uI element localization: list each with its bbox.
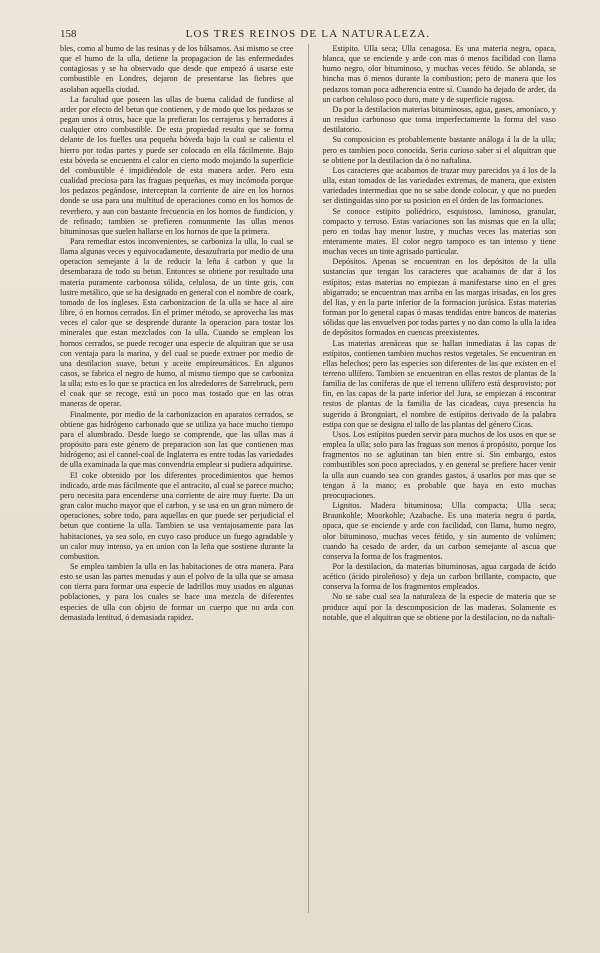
running-title: LOS TRES REINOS DE LA NATURALEZA. [185, 28, 431, 40]
column-divider [308, 44, 309, 913]
paragraph: Estipito. Ulla seca; Ulla cenagosa. Es una materia negra, opaca, blanca, que se enciende y arde con mas ó menos facilidad con llama humo negro, olor bituminoso, y muchas veces fétido. Se ablanda, se hincha mas ó menos durante la combustion; pero de manera que los pedazos toman poca adherencia entre sí. Cuando ha dejado de arder, da un carbon celuloso poco duro, mate y de superficie rugosa. [322, 44, 556, 104]
paragraph: El coke obtenido por los diferentes procedimientos que hemos indicado, arde mas fácilmente que el antracito, al cual se parece mucho; pero necesita para encenderse una corriente de aire muy fuerte. Da un gran calor mucho mayor que el carbon, y se usa en un gran número de operaciones, sobre todo, para aquellas en que puede ser perjudicial el betun que contiene la ulla. Tambien se usa ventajosamente para las habitaciones, ya sea solo, en cuyo caso produce un fuego agradable y un calor muy intenso, ya en union con la leña que sostiene durante la combustion. [60, 470, 294, 561]
paragraph: bles, como al humo de las resinas y de los bálsamos. Asi mismo se cree que el humo de la ulla, detiene la propagacion de las enfermedades contagiosas y se ha observado que desde que empezó á usarse este combustible en Londres, dejaron de presentarse las fiebres que asolaban aquella ciudad. [60, 44, 294, 94]
right-column [323, 44, 557, 913]
paragraph: Lignitos. Madera bituminosa; Ulla compacta; Ulla seca; Braunkohle; Moorkohle; Azabache. Es una materia negra ó parda, opaca, que se enciende y arde con facilidad, con llama, humo negro, olor bituminoso, muchas veces fétido, y sin aumento de volúmen; cuando ha cesado de arder, da un carbon semejante al ascua que conserva la forma de los fragmentos. [322, 501, 556, 561]
paragraph: Finalmente, por medio de la carbonizacion en aparatos cerrados, se obtiene gas hidrógeno carbonado que se utiliza ya hace mucho tiempo para el alumbrado. Desde luego se comprende, que las ullas mas á propósito para este género de preparacion son las que contienen mas hidrógeno; asi el cannel-coal de Inglaterra es entre todas las variedades de ulla examinada la que mas convendria emplear si pudiera adquirirse. [60, 409, 294, 470]
paragraph: Su composicion es probablemente bastante análoga á la de la ulla; pero es tambien poco conocida. Seria curioso saber si el alquitran que se obtiene por la destilacion da ó no naftalina. [322, 135, 556, 165]
paragraph: Los caracteres que acabamos de trazar muy parecidos ya á los de la ulla, estan tomados de las variedades extremas, de manera, que existen variedades intermedias que no se sabe donde colocar, y que no pueden ser distinguidas sino por su posicion en el órden de las formaciones. [322, 165, 556, 206]
paragraph: Por la destilacion, da materias bituminosas, agua cargada de ácido acético (ácido piroleñoso) y deja un carbon brillante, compacto, que conserva la forma de los fragmentos empleados. [322, 561, 556, 592]
page-number: 158 [60, 28, 77, 40]
paragraph: Se emplea tambien la ulla en las habitaciones de otra manera. Para esto se usan las partes menudas y aun el polvo de la ulla que se amasa con tierra para formar una especie de ladrillos muy usados en algunas poblaciones, y para los cuales se hace una mezcla de diferentes especies de ulla con objeto de formar un cuerpo que no arda con demasiada lentitud, ó demasiada rapidez. [60, 561, 294, 622]
paragraph: La facultad que poseen las ullas de buena calidad de fundirse al arder por efecto del betun que contienen, y de modo que los pedazos se pegan unos á otros, hace que la prefieran los cerrajeros y herradores á cualquier otro combustible. De esta propiedad resulta que se forma delante de los fuelles una pequeña bóveda bajo la cual se calienta el hierro por todas partes y puede ser colocado en ella fácilmente. Bajo esta bóveda se encuentra el calor en cierto modo mojando la superficie del combustible é impidiéndole de esta manera arder. Pero esta cualidad preciosa para las fraguas pequeñas, es muy incómoda porque los pedazos pegándose, interceptan la corriente de aire en los hornos donde se usa para una multitud de operaciones como en los hornos de reverbero, y aun con bastante frecuencia en los hornos de fundicion, y de refinado; tambien se prefieren comunmente las ullas menos bituminosas que suelen hallarse en los hornos de que la primera. [60, 94, 294, 236]
paragraph: Se conoce estipito poliédrico, esquistoso, laminoso, granular, compacto y terroso. Estas variaciones son las mismas que en la ulla; pero en todas hay menor lustre, y muchas veces las materias son enteramente mates. El color negro tampoco es tan intenso y tiene muchas veces un tinte agrisado particular. [322, 206, 556, 257]
text-columns [60, 44, 556, 913]
paragraph: No se sabe cual sea la naturaleza de la especie de materia que se produce aquí por la descomposicion de las maderas. Solamente es notable, que el alquitran que se obtiene por la destilacion, no da naftali- [322, 592, 556, 622]
paragraph: Da por la destilacion materias bituminosas, agua, gases, amoníaco, y un residuo carbonoso que toma imperfectamente la forma del vaso destilatorio. [322, 104, 556, 135]
left-column [60, 44, 294, 913]
paragraph: Para remediar estos inconvenientes, se carboniza la ulla, lo cual se llama algunas veces y equivocadamente, desazufraria por medio de una operacion semejante á la de reducir la leña á carbon y que la desembaraza de todo su betun. Entonces se obtiene por resultado una materia puramente carbonosa sólida, celulosa, de un tinte gris, con lustre metálico, que se ha designado en general con el nombre de coark, tomado de los ingleses. Esta carbonizacion de la ulla se hace al aire libre, ó en hornos cerrados. En el primer método, se aprovecha las mas veces el calor que se desprende durante la operacion para tostar los minerales que estan mezclados con la ulla. Cuando se emplean los hornos cerrados, se puede recoger una especie de alquitran que se usa con ventaja para la marina, y del cual se puede extraer por medio de una destilacion suave, betun y aceite empireumáticos. En algunos casos, se fabrica el negro de humo, al mismo tiempo que se carboniza la ulla; esto es lo que se practica en los alrededores de Sarrebruck, pero el coak que se recoge, está un poco mas tostado que en las otras maneras de operar. [60, 236, 294, 409]
paragraph: Usos. Los estípitos pueden servir para muchos de los usos en que se emplea la ulla; solo para las fraguas son menos á propósito, porque los fragmentos no se aglutinan tan bien entre sí. Sin embargo, estos combustibles son poco apreciados, y en general se prefiere hacer venir la ulla aun cuando sea con grandes gastos, á usarlos por mas que se tengan á la mano; es probable que haya en esto muchas preocupaciones. [322, 429, 556, 500]
paragraph: Las materias arenáceas que se hallan inmediatas á las capas de estípitos, contienen tambien muchos restos vegetales. Se encuentran en ellas helechos; pero las especies son diferentes de las que existen en el terreno ullífero. Tambien se encuentran en ellas restos de plantas de la familia de las coníferas de que el terreno ullífero está desprovisto; por fin, en las capas de la parte inferior del Jura, se empiezan á encontrar restos de plantas de la familia de las cicadeas, cuya presencia ha sugerido á Brongniart, el nombre de estípitos derivado de la palabra estipa con que se designa el tallo de las plantas del género Cicas. [322, 338, 556, 429]
paragraph: Depósitos. Apenas se encuentran en los depósitos de la ulla sustancias que tengan los caracteres que acabamos de dar á los estípitos; estas materias no empiezan á manifestarse sino en el gres abigarrado; se encuentran mas arriba en las margas irisadas, en los gres del lias, y en la parte inferior de la formacion jurásica. Estas materias forman por lo general capas ó masas tendidas entre bancos de materias sólidas que las envuelven por todas partes y no dan como la ulla la idea de depósitos formados en cuencas preexistentes. [322, 257, 556, 338]
